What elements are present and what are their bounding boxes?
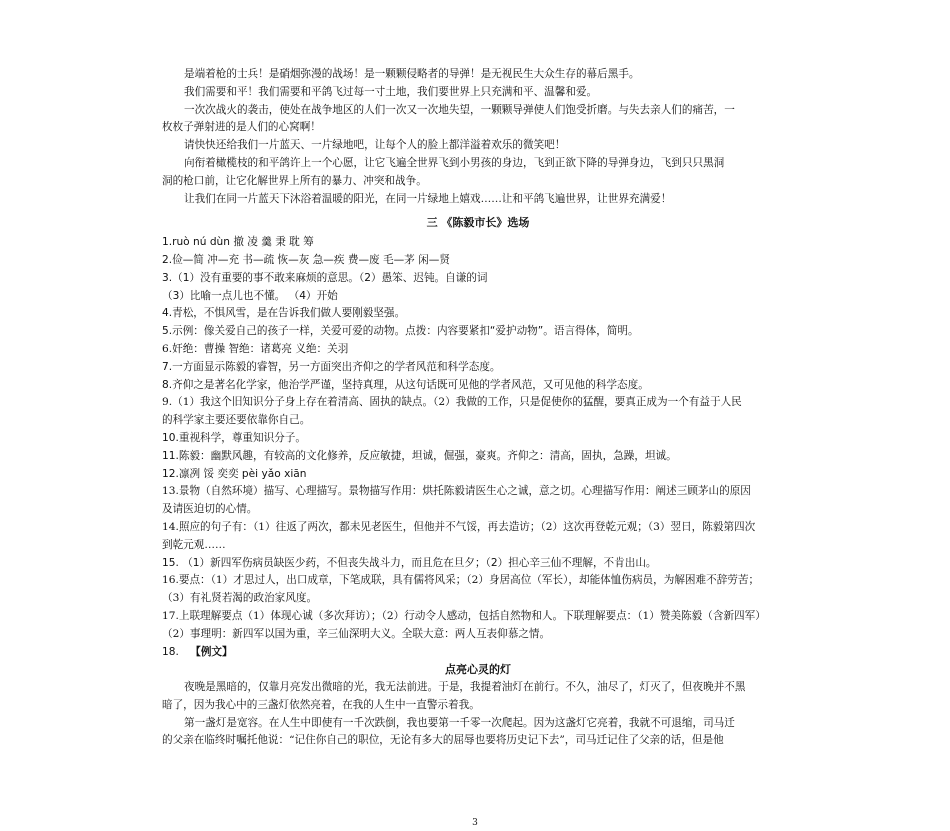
answer-line: 的科学家主要还要依靠你自己。 bbox=[162, 414, 311, 427]
answer-line: 1.ruò nú dùn 撤 凌 羹 秉 耽 筹 bbox=[162, 236, 314, 249]
answer-line: （2）事理明：新四军以国为重，辛三仙深明大义。全联大意：两人互表仰慕之情。 bbox=[162, 627, 551, 640]
answer-line: 到乾元观…… bbox=[162, 538, 226, 551]
answer-line: 及请医迫切的心情。 bbox=[162, 503, 258, 516]
text-line: 一次次战火的袭击，使处在战争地区的人们一次又一次地失望，一颗颗导弹使人们饱受折磨。与失去亲人们的痛苦，一 bbox=[184, 103, 735, 116]
answer-line: 3.（1）没有重要的事不敢来麻烦的意思。（2）愚笨、迟钝。自谦的词 bbox=[162, 271, 488, 284]
text-line: 向衔着橄榄枝的和平鸽许上一个心愿，让它飞遍全世界飞到小男孩的身边，飞到正欲下降的导弹身边，飞到只只黑洞 bbox=[184, 156, 725, 169]
answer-list bbox=[162, 234, 794, 643]
example-label: 【例文】 bbox=[190, 645, 233, 658]
text-line: 请快快还给我们一片蓝天、一片绿地吧，让每个人的脸上都洋溢着欢乐的微笑吧！ bbox=[184, 139, 566, 152]
essay-title: 点亮心灵的灯 bbox=[445, 663, 511, 677]
answer-line: 12.凛冽 馁 奕奕 pèi yǎo xiān bbox=[162, 467, 307, 480]
answer-line: 5.示例：像关爱自己的孩子一样，关爱可爱的动物。点拨：内容要紧扣“爱护动物”。语言得体，简明。 bbox=[162, 325, 639, 338]
answer-line: 15. （1）新四军伤病员缺医少药，不但丧失战斗力，而且危在旦夕；（2）担心辛三仙不理解，不肯出山。 bbox=[162, 556, 657, 569]
answer-line: 10.重视科学，尊重知识分子。 bbox=[162, 431, 306, 444]
page-number: 3 bbox=[472, 818, 478, 828]
essay-body bbox=[162, 679, 794, 750]
essay-line: 暗了，因为我心中的三盏灯依然亮着，在我的人生中一直警示着我。 bbox=[162, 698, 480, 711]
essay-line: 第一盏灯是宽容。在人生中即使有一千次跌倒，我也要第一千零一次爬起。因为这盏灯它亮着，我就不可退缩，司马迁 bbox=[184, 716, 735, 729]
answer-line: 16.要点：（1）才思过人，出口成章，下笔成联，具有儒将风采；（2）身居高位（军长），却能体恤伤病员，为解困难不辞劳苦； bbox=[162, 574, 760, 587]
answer-line: （3）比喻一点儿也不懂。 （4）开始 bbox=[162, 289, 338, 302]
question-number: 18. bbox=[162, 645, 179, 658]
answer-line: 9.（1）我这个旧知识分子身上存在着清高、固执的缺点。（2）我做的工作，只是促使你的猛醒，要真正成为一个有益于人民 bbox=[162, 396, 742, 409]
question-18-heading bbox=[162, 644, 794, 662]
essay-line: 的父亲在临终时嘱托他说：“记住你自己的职位，无论有多大的屈辱也要将历史记下去”，司马迁记住了父亲的话，但是他 bbox=[162, 734, 724, 747]
answer-line: 2.俭—简 冲—充 书—疏 恢—灰 急—疾 费—废 毛—茅 闲—贤 bbox=[162, 253, 450, 266]
answer-line: 17.上联理解要点（1）体现心诚（多次拜访）；（2）行动令人感动，包括自然物和人。下联理解要点：（1）赞美陈毅（含新四军） bbox=[162, 609, 766, 622]
text-line: 是端着枪的士兵！是硝烟弥漫的战场！是一颗颗侵略者的导弹！是无视民生大众生存的幕后黑手。 bbox=[184, 68, 640, 80]
answer-line: 7.一方面显示陈毅的睿智，另一方面突出齐仰之的学者风范和科学态度。 bbox=[162, 360, 501, 373]
text-line: 洞的枪口前，让它化解世界上所有的暴力、冲突和战争。 bbox=[162, 174, 427, 187]
answer-line: 11.陈毅：幽默风趣，有较高的文化修养，反应敏捷，坦诚，倔强，豪爽。齐仰之：清高，固执，急躁，坦诚。 bbox=[162, 449, 677, 462]
answer-line: 4.青松，不惧风雪，是在告诉我们做人要刚毅坚强。 bbox=[162, 307, 406, 320]
text-line: 我们需要和平！我们需要和平鸽飞过每一寸土地，我们要世界上只充满和平、温馨和爱。 bbox=[184, 85, 598, 98]
text-line: 让我们在同一片蓝天下沐浴着温暖的阳光，在同一片绿地上嬉戏……让和平鸽飞遍世界，让世界充满爱！ bbox=[184, 192, 672, 205]
answer-line: 14.照应的句子有：（1）往返了两次，都未见老医生，但他并不气馁，再去造访；（2）这次再登乾元观；（3）翌日，陈毅第四次 bbox=[162, 520, 756, 533]
answer-line: 8.齐仰之是著名化学家，他治学严谨，坚持真理，从这句话既可见他的学者风范，又可见他的科学态度。 bbox=[162, 378, 649, 391]
text-line: 枚枚子弹射进的是人们的心窝啊！ bbox=[162, 121, 321, 134]
answer-line: 13.景物（自然环境）描写、心理描写。景物描写作用：烘托陈毅请医生心之诚，意之切。心理描写作用：阐述三顾茅山的原因 bbox=[162, 485, 751, 498]
answer-line: （3）有礼贤若渴的政治家风度。 bbox=[162, 592, 318, 605]
section-title: 三 《陈毅市长》选场 bbox=[426, 216, 530, 230]
answer-line: 6.奸绝：曹操 智绝：诸葛亮 义绝：关羽 bbox=[162, 342, 349, 355]
essay-line: 夜晚是黑暗的，仅靠月亮发出微暗的光，我无法前进。于是，我提着油灯在前行。不久，油尽了，灯灭了，但夜晚并不黑 bbox=[184, 681, 746, 694]
document-page bbox=[162, 66, 794, 750]
intro-paragraphs bbox=[162, 66, 794, 208]
